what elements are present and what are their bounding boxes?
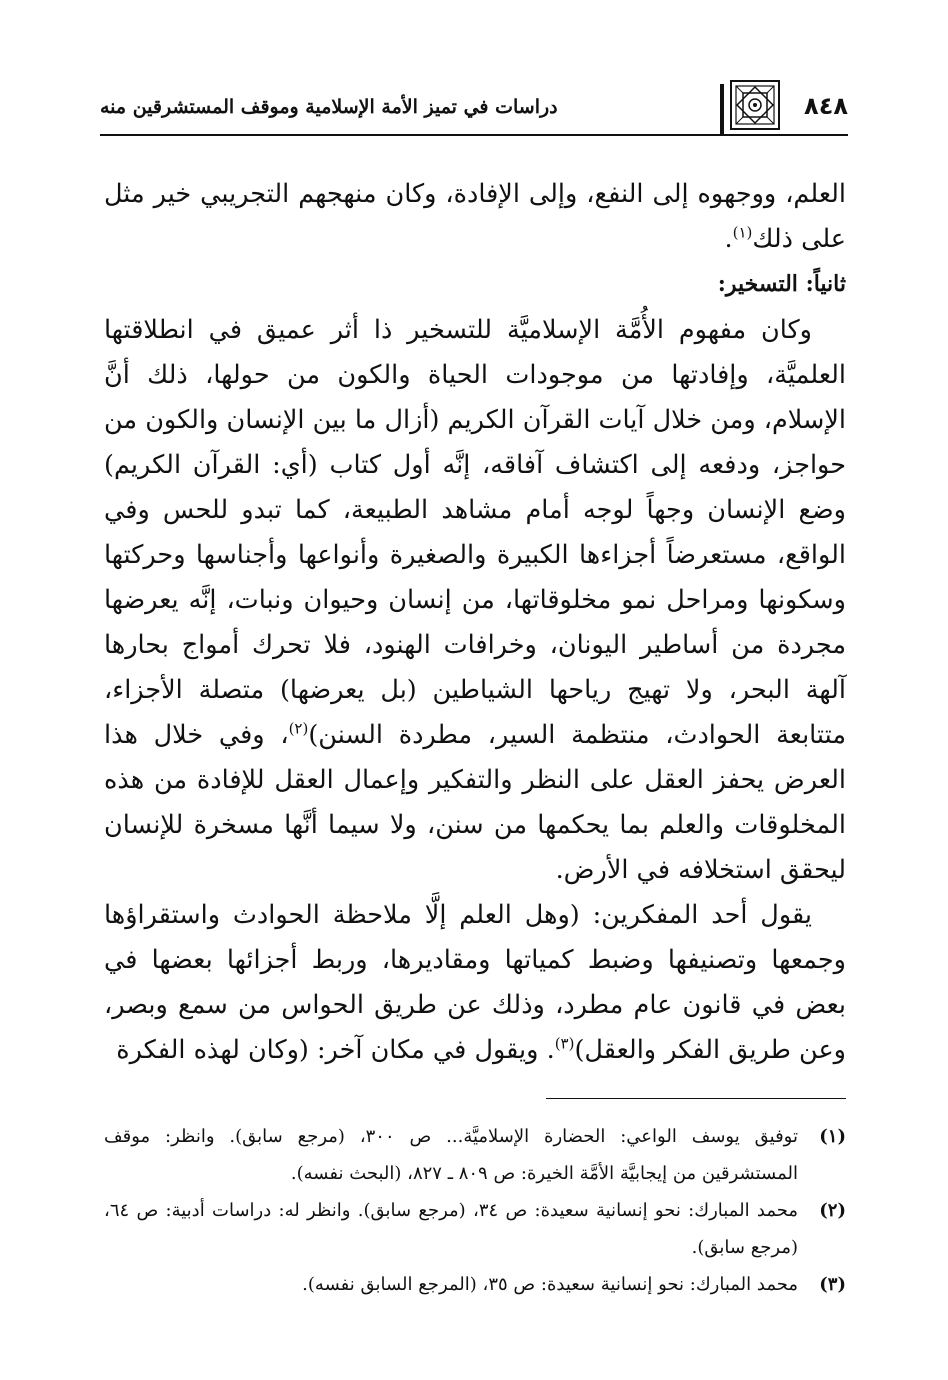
- footnote-text: محمد المبارك: نحو إنسانية سعيدة: ص ٣٤، (مرجع سابق). وانظر له: دراسات أدبية: ص ٦٤، (مرجع سابق).: [104, 1200, 798, 1258]
- header-rule: [100, 134, 848, 136]
- footnote-ref-2: (٢): [288, 719, 309, 738]
- page-header: [100, 78, 848, 136]
- footnote-text: محمد المبارك: نحو إنسانية سعيدة: ص ٣٥، (المرجع السابق نفسه).: [302, 1274, 798, 1295]
- page-number: ٨٤٨: [804, 92, 848, 120]
- footnote-1: [104, 1118, 846, 1192]
- paragraph-3: يقول أحد المفكرين: (وهل العلم إلَّا ملاحظة الحوادث واستقراؤها وجمعها وتصنيفها وضبط كمياتها ومقاديرها، وربط أجزائها بعضها في بعض في قانون عام مطرد، وذلك عن طريق الحواس من سمع وبصر، وعن طريق الفكر والعقل)$^{(٣)}$. ويقول في مكان آخر: (وكان لهذه الفكرة: [104, 900, 846, 1065]
- footnote-text: توفيق يوسف الواعي: الحضارة الإسلاميَّة... ص ٣٠٠، (مرجع سابق). وانظر: موقف المستشرقين من إيجابيَّة الأمَّة الخيرة: ص ٨٠٩ ـ ٨٢٧، (البحث نفسه).: [104, 1126, 798, 1184]
- paragraph-2: وكان مفهوم الأُمَّة الإسلاميَّة للتسخير ذا أثر عميق في انطلاقتها العلميَّة، وإفادتها من موجودات الحياة والكون من حولها، ذلك أنَّ الإسلام، ومن خلال آيات القرآن الكريم (أزال ما بين الإنسان والكون من حواجز، ودفعه إلى اكتشاف آفاقه، إنَّه أول كتاب (أي: القرآن الكريم) وضع الإنسان وجهاً لوجه أمام مشاهد الطبيعة، كما تبدو للحس وفي الواقع، مستعرضاً أجزاءها الكبيرة والصغيرة وأنواعها وأجناسها وحركتها وسكونها ومراحل نمو مخلوقاتها، من إنسان وحيوان ونبات، إنَّه يعرضها مجردة من أساطير اليونان، وخرافات الهنود، فلا تحرك أمواج بحارها آلهة البحر، ولا تهيج رياحها الشياطين (بل يعرضها) متصلة الأجزاء، متتابعة الحوادث، منتظمة السير، مطردة السنن)$^{(٢)}$، وفي خلال هذا العرض يحفز العقل على النظر والتفكير وإعمال العقل للإفادة من هذه المخلوقات والعلم بما يحكمها من سنن، ولا سيما أنَّها مسخرة للإنسان ليحقق استخلافه في الأرض.: [104, 315, 846, 885]
- footnote-separator: [546, 1098, 846, 1099]
- header-divider-bar: [720, 84, 724, 134]
- running-title: دراسات في تميز الأمة الإسلامية وموقف المستشرقين منه: [100, 96, 558, 118]
- footnote-3: [104, 1266, 846, 1303]
- footnote-ref-1: (١): [732, 223, 753, 242]
- footnote-number: (١): [819, 1126, 846, 1147]
- main-text: [104, 172, 846, 1073]
- footnote-2: [104, 1192, 846, 1266]
- footnote-ref-3: (٣): [554, 1034, 575, 1053]
- footnotes: [104, 1118, 846, 1303]
- section-heading: ثانياً: التسخير:: [717, 271, 846, 297]
- footnote-number: (٢): [819, 1200, 846, 1221]
- footnote-number: (٣): [819, 1274, 846, 1295]
- paragraph-1: العلم، ووجهوه إلى النفع، وإلى الإفادة، وكان منهجهم التجريبي خير مثل على ذلك$^{(١)}$.: [104, 179, 846, 254]
- geometric-ornament-icon: [730, 80, 780, 130]
